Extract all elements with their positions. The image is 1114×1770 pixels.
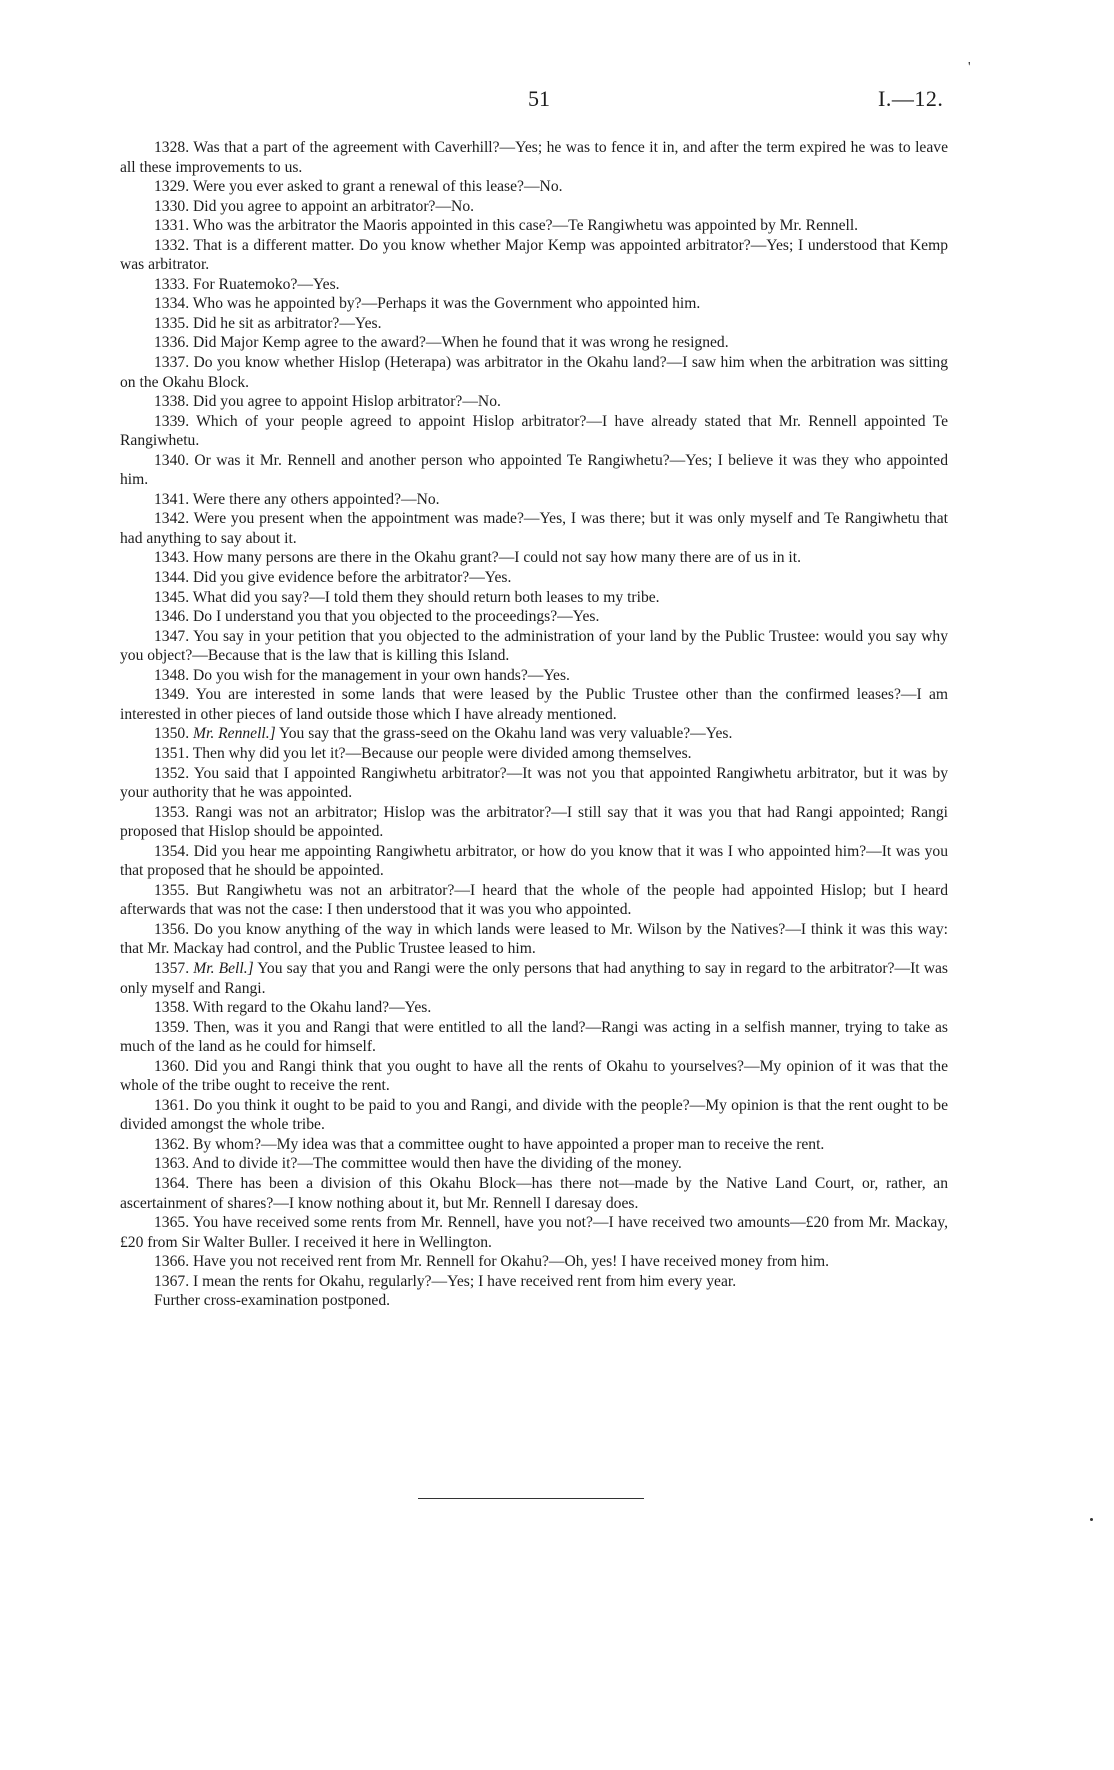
question-paragraph: 1329. Were you ever asked to grant a renewal of this lease?—No. xyxy=(154,178,563,196)
question-paragraph: 1341. Were there any others appointed?—No. xyxy=(154,490,440,508)
question-paragraph: 1345. What did you say?—I told them they should return both leases to my tribe. xyxy=(154,588,660,606)
question-paragraph: 1343. How many persons are there in the Okahu grant?—I could not say how many there are of us in it. xyxy=(154,549,801,567)
question-paragraph: 1334. Who was he appointed by?—Perhaps it was the Government who appointed him. xyxy=(154,295,701,313)
question-paragraph: 1366. Have you not received rent from Mr. Rennell for Okahu?—Oh, yes! I have received money from him. xyxy=(154,1253,830,1271)
question-paragraph: 1362. By whom?—My idea was that a committee ought to have appointed a proper man to receive the rent. xyxy=(154,1135,825,1153)
question-paragraph: 1346. Do I understand you that you objected to the proceedings?—Yes. xyxy=(154,608,600,626)
question-paragraph: 1336. Did Major Kemp agree to the award?—When he found that it was wrong he resigned. xyxy=(154,334,729,352)
question-paragraph: 1367. I mean the rents for Okahu, regularly?—Yes; I have received rent from him every year. xyxy=(154,1272,737,1290)
question-paragraph: 1338. Did you agree to appoint Hislop arbitrator?—No. xyxy=(154,393,501,411)
question-paragraph: 1360. Did you and Rangi think that you ought to have all the rents of Okahu to yourselves?—My opinion of it was that the whole of the tribe ought to receive the rent. xyxy=(120,1057,948,1095)
question-paragraph: 1339. Which of your people agreed to appoint Hislop arbitrator?—I have already stated that Mr. Rennell appointed Te Rangiwhetu. xyxy=(120,412,948,450)
question-paragraph: 1357. Mr. Bell.] You say that you and Rangi were the only persons that had anything to say in regard to the arbitrator?—It was only myself and Rangi. xyxy=(120,959,948,997)
speaker-name: Mr. Bell.] xyxy=(193,959,254,977)
closing-rule xyxy=(418,1498,644,1499)
question-paragraph: 1342. Were you present when the appointment was made?—Yes, I was there; but it was only myself and Te Rangiwhetu that had anything to say about it. xyxy=(120,510,948,547)
question-paragraph: 1352. You said that I appointed Rangiwhetu arbitrator?—It was not you that appointed Rangiwhetu arbitrator, but it was by your authority that he was appointed. xyxy=(120,764,948,802)
body-text xyxy=(120,138,948,1311)
corner-mark: ' xyxy=(968,60,971,75)
speaker-name: Mr. Rennell.] xyxy=(193,725,276,743)
question-paragraph: 1359. Then, was it you and Rangi that were entitled to all the land?—Rangi was acting in a selfish manner, trying to take as much of the land as he could for himself. xyxy=(120,1018,948,1056)
question-paragraph: 1365. You have received some rents from Mr. Rennell, have you not?—I have received two amounts—£20 from Mr. Mackay, £20 from Sir Walter Buller. I received it here in Wellington. xyxy=(120,1214,948,1251)
question-paragraph: 1349. You are interested in some lands that were leased by the Public Trustee other than the confirmed leases?—I am interested in other pieces of land outside those which I have already mentioned. xyxy=(120,686,948,723)
question-paragraph: 1333. For Ruatemoko?—Yes. xyxy=(154,275,340,293)
margin-speck xyxy=(1090,1518,1093,1521)
question-paragraph: 1332. That is a different matter. Do you know whether Major Kemp was appointed arbitrator?—Yes; I understood that Kemp was arbitrator. xyxy=(120,236,948,274)
question-paragraph: 1330. Did you agree to appoint an arbitrator?—No. xyxy=(154,197,475,215)
question-paragraph: 1344. Did you give evidence before the arbitrator?—Yes. xyxy=(154,569,512,587)
question-paragraph: 1331. Who was the arbitrator the Maoris appointed in this case?—Te Rangiwhetu was appointed by Mr. Rennell. xyxy=(154,217,859,235)
question-paragraph: 1340. Or was it Mr. Rennell and another person who appointed Te Rangiwhetu?—Yes; I believe it was they who appointed him. xyxy=(120,451,948,489)
question-paragraph: 1335. Did he sit as arbitrator?—Yes. xyxy=(154,314,382,332)
question-paragraph: 1363. And to divide it?—The committee would then have the dividing of the money. xyxy=(154,1155,682,1173)
page-number: 51 xyxy=(528,86,550,111)
question-paragraph: 1337. Do you know whether Hislop (Heterapa) was arbitrator in the Okahu land?—I saw him when the arbitration was sitting on the Okahu Block. xyxy=(120,354,948,391)
question-paragraph: 1350. Mr. Rennell.] You say that the grass-seed on the Okahu land was very valuable?—Yes. xyxy=(154,725,733,743)
question-paragraph: 1354. Did you hear me appointing Rangiwhetu arbitrator, or how do you know that it was I who appointed him?—It was you that proposed that he should be appointed. xyxy=(120,842,948,880)
question-paragraph: 1356. Do you know anything of the way in which lands were leased to Mr. Wilson by the Natives?—I think it was this way: that Mr. Mackay had control, and the Public Trustee leased to him. xyxy=(120,920,948,958)
question-paragraph: 1348. Do you wish for the management in your own hands?—Yes. xyxy=(154,666,570,684)
document-reference: I.—12. xyxy=(878,86,944,111)
question-paragraph: 1355. But Rangiwhetu was not an arbitrator?—I heard that the whole of the people had appointed Hislop; but I heard afterwards that was not the case: I then understood that it was you who appointed. xyxy=(120,881,948,919)
question-paragraph: 1351. Then why did you let it?—Because our people were divided among themselves. xyxy=(154,744,692,762)
postponement-note: Further cross-examination postponed. xyxy=(154,1292,391,1310)
question-paragraph: 1364. There has been a division of this Okahu Block—has there not—made by the Native Land Court, or, rather, an ascertainment of shares?—I know nothing about it, but Mr. Rennell I daresay does. xyxy=(120,1174,948,1212)
question-paragraph: 1361. Do you think it ought to be paid to you and Rangi, and divide with the people?—My opinion is that the rent ought to be divided amongst the whole tribe. xyxy=(120,1096,948,1134)
question-paragraph: 1328. Was that a part of the agreement with Caverhill?—Yes; he was to fence it in, and after the term expired he was to leave all these improvements to us. xyxy=(120,139,948,176)
question-paragraph: 1358. With regard to the Okahu land?—Yes. xyxy=(154,999,432,1017)
question-paragraph: 1347. You say in your petition that you objected to the administration of your land by the Public Trustee: would you say why you object?—Because that is the law that is killing this Island. xyxy=(120,627,948,665)
question-paragraph: 1353. Rangi was not an arbitrator; Hislop was the arbitrator?—I still say that it was you that had Rangi appointed; Rangi proposed that Hislop should be appointed. xyxy=(120,803,948,841)
